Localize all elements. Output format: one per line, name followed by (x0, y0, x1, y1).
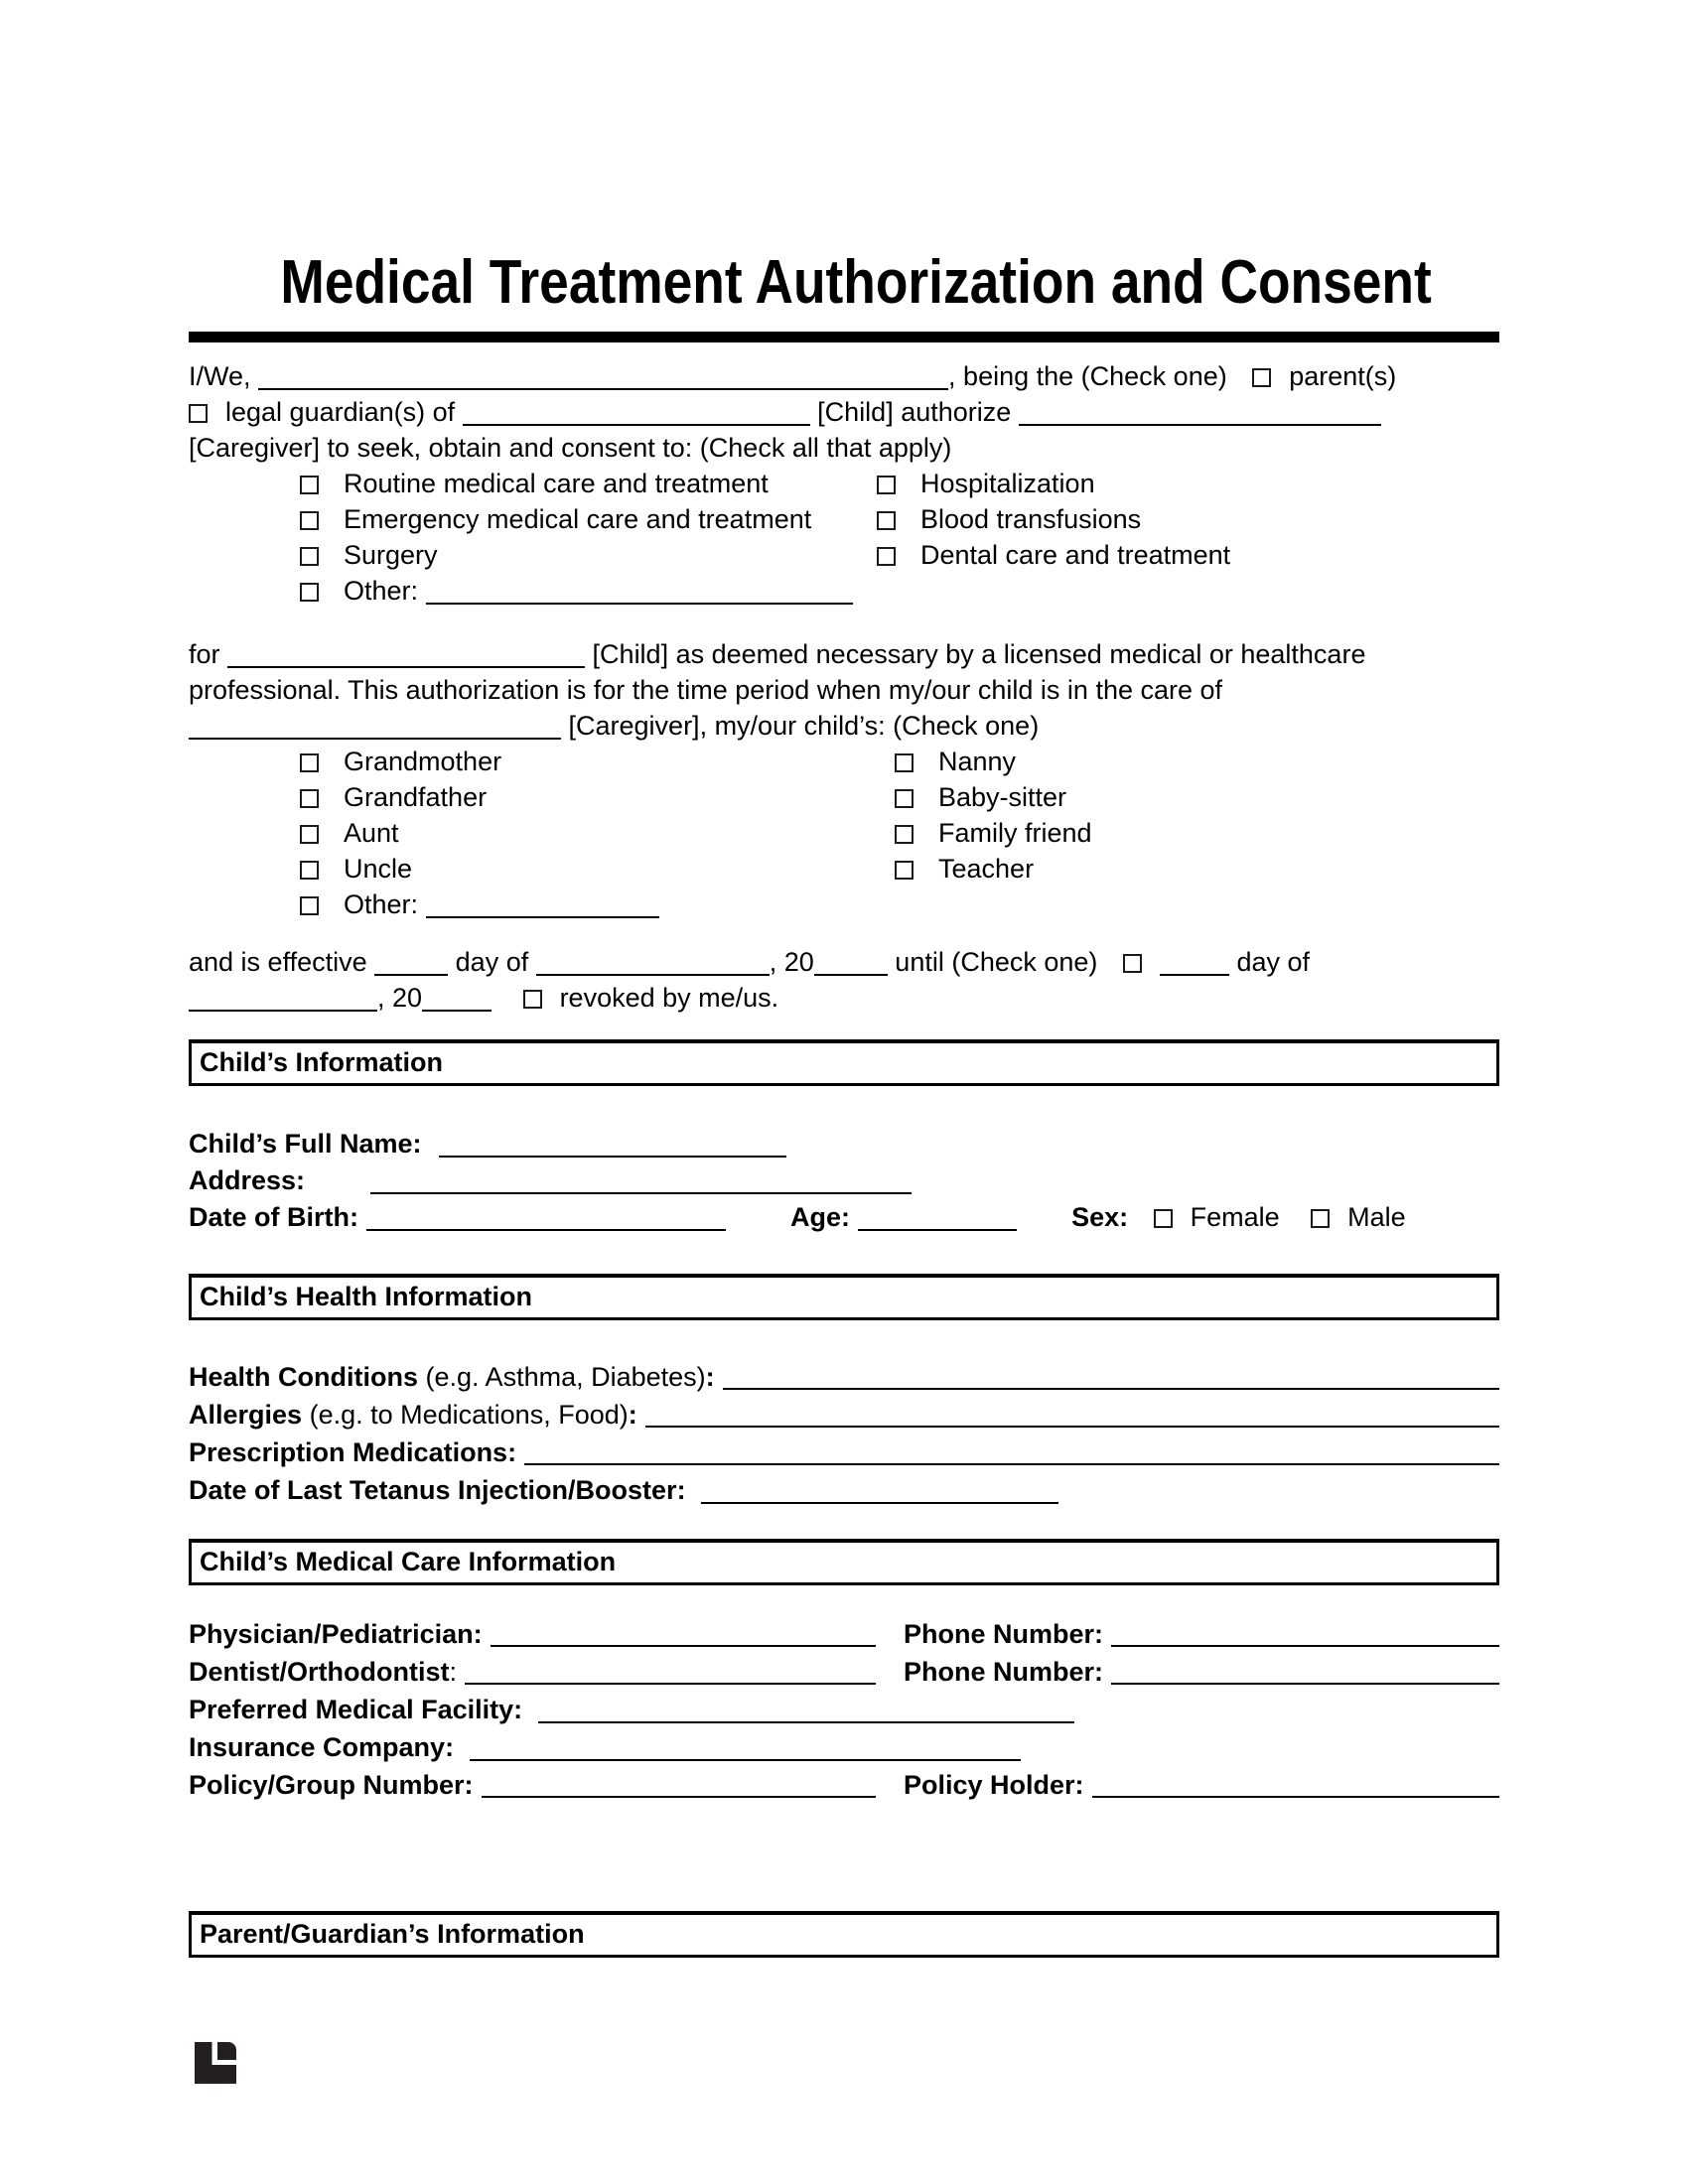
full-name-label: Child’s Full Name: (189, 1129, 422, 1159)
insurance-label: Insurance Company: (189, 1732, 455, 1762)
option-label: Hospitalization (920, 469, 1095, 498)
nanny-checkbox[interactable] (895, 753, 914, 772)
effective-paragraph (189, 944, 1499, 1016)
day-of-label: day of (455, 947, 529, 977)
caregiver-name-blank-line[interactable] (189, 714, 561, 740)
comma-20: , 20 (377, 983, 423, 1013)
section-header-child-info: Child’s Information (189, 1039, 1499, 1086)
policy-number-blank-line[interactable] (482, 1796, 876, 1798)
option-label: Baby-sitter (938, 782, 1067, 812)
consent-options-list (189, 466, 1499, 609)
until-check-label: until (Check one) (895, 947, 1098, 977)
list-row (189, 573, 1499, 609)
option-label: Teacher (938, 854, 1035, 884)
section-header-health-info: Child’s Health Information (189, 1274, 1499, 1320)
routine-care-checkbox[interactable] (300, 476, 319, 494)
medications-label: Prescription Medications: (189, 1437, 517, 1467)
other-caregiver-checkbox[interactable] (300, 896, 319, 915)
option-label: Aunt (344, 818, 399, 848)
tetanus-label: Date of Last Tetanus Injection/Booster: (189, 1475, 686, 1505)
day-blank-line[interactable] (374, 950, 448, 976)
until-date-checkbox[interactable] (1123, 954, 1142, 973)
legal-guardian-checkbox[interactable] (189, 404, 208, 423)
page-title: Medical Treatment Authorization and Consent (280, 248, 1432, 317)
age-blank-line[interactable] (858, 1205, 1017, 1231)
sex-label: Sex: (1071, 1202, 1129, 1232)
name-blank-line[interactable] (258, 364, 948, 390)
day-blank-line[interactable] (1160, 950, 1229, 976)
list-row (189, 501, 1499, 537)
insurance-blank-line[interactable] (470, 1735, 1021, 1761)
year-blank-line[interactable] (814, 950, 888, 976)
health-conditions-blank-line[interactable] (723, 1388, 1499, 1390)
address-label: Address: (189, 1165, 306, 1195)
option-label: Grandmother (344, 747, 502, 776)
list-row (189, 815, 1499, 851)
health-conditions-label: Health Conditions (e.g. Asthma, Diabetes): (189, 1362, 715, 1392)
child-name-blank-line[interactable] (463, 400, 810, 426)
facility-label: Preferred Medical Facility: (189, 1695, 523, 1724)
effective-lead: and is effective (189, 947, 367, 977)
dentist-label: Dentist/Orthodontist: (189, 1657, 457, 1687)
child-authorize-label: [Child] authorize (817, 397, 1012, 427)
option-label: Dental care and treatment (920, 540, 1231, 570)
parents-checkbox[interactable] (1252, 368, 1271, 387)
option-label: Other: (344, 889, 419, 919)
phone-number-label: Phone Number: (904, 1619, 1104, 1649)
option-label: Uncle (344, 854, 413, 884)
child-name-blank-line[interactable] (227, 642, 585, 668)
policy-holder-label: Policy Holder: (904, 1770, 1084, 1800)
intro-being: , being the (Check one) (948, 361, 1227, 391)
hospitalization-checkbox[interactable] (877, 476, 896, 494)
dob-label: Date of Birth: (189, 1202, 358, 1232)
option-label: Emergency medical care and treatment (344, 504, 812, 534)
revoked-label: revoked by me/us. (559, 983, 779, 1013)
section-header-parent-info: Parent/Guardian’s Information (189, 1911, 1499, 1958)
option-label: Other: (344, 576, 419, 606)
blood-transfusions-checkbox[interactable] (877, 511, 896, 530)
uncle-checkbox[interactable] (300, 861, 319, 880)
for-word: for (189, 639, 220, 669)
aunt-checkbox[interactable] (300, 825, 319, 844)
month-blank-line[interactable] (536, 950, 770, 976)
dentist-phone-blank-line[interactable] (1111, 1683, 1499, 1685)
intro-paragraph (189, 358, 1499, 466)
list-row (189, 887, 1499, 922)
legal-templates-logo-icon (195, 2042, 236, 2084)
dental-care-checkbox[interactable] (877, 547, 896, 566)
dob-blank-line[interactable] (366, 1205, 726, 1231)
physician-blank-line[interactable] (491, 1645, 876, 1647)
health-info-fields (189, 1358, 1499, 1509)
male-label: Male (1347, 1202, 1406, 1232)
intro-parent-label: parent(s) (1289, 361, 1397, 391)
female-checkbox[interactable] (1154, 1209, 1173, 1228)
family-friend-checkbox[interactable] (895, 825, 914, 844)
female-label: Female (1190, 1202, 1280, 1232)
month-blank-line[interactable] (189, 986, 377, 1012)
policy-number-label: Policy/Group Number: (189, 1770, 474, 1800)
authorization-line3: [Caregiver], my/our child’s: (Check one) (568, 711, 1040, 741)
revoked-checkbox[interactable] (523, 990, 542, 1009)
caregiver-name-blank-line[interactable] (1019, 400, 1381, 426)
physician-label: Physician/Pediatrician: (189, 1619, 483, 1649)
allergies-label: Allergies (e.g. to Medications, Food): (189, 1400, 637, 1430)
allergies-blank-line[interactable] (645, 1426, 1499, 1428)
authorization-line2: professional. This authorization is for the time period when my/our child is in the care of (189, 675, 1223, 705)
option-label: Family friend (938, 818, 1092, 848)
male-checkbox[interactable] (1311, 1209, 1330, 1228)
list-row (189, 851, 1499, 887)
facility-blank-line[interactable] (538, 1698, 1074, 1723)
option-label: Routine medical care and treatment (344, 469, 769, 498)
other-caregiver-blank-line[interactable] (426, 892, 659, 918)
policy-holder-blank-line[interactable] (1092, 1796, 1499, 1798)
list-row (189, 466, 1499, 501)
option-label: Grandfather (344, 782, 488, 812)
full-name-blank-line[interactable] (439, 1132, 786, 1158)
caregiver-options-list (189, 744, 1499, 922)
age-label: Age: (790, 1202, 851, 1232)
teacher-checkbox[interactable] (895, 861, 914, 880)
comma-20: , 20 (769, 947, 814, 977)
grandfather-checkbox[interactable] (300, 789, 319, 808)
day-of-label: day of (1236, 947, 1310, 977)
year-blank-line[interactable] (422, 986, 492, 1012)
emergency-care-checkbox[interactable] (300, 511, 319, 530)
intro-i-we: I/We, (189, 361, 251, 391)
tetanus-blank-line[interactable] (701, 1478, 1058, 1504)
list-row (189, 537, 1499, 573)
phone-number-label: Phone Number: (904, 1657, 1104, 1687)
medications-blank-line[interactable] (524, 1463, 1499, 1465)
address-blank-line[interactable] (370, 1168, 912, 1194)
child-info-fields (189, 1126, 1499, 1236)
grandmother-checkbox[interactable] (300, 753, 319, 772)
caregiver-seek-label: [Caregiver] to seek, obtain and consent to: (Check all that apply) (189, 433, 952, 463)
legal-guardian-label: legal guardian(s) of (225, 397, 456, 427)
other-treatment-checkbox[interactable] (300, 583, 319, 602)
option-label: Blood transfusions (920, 504, 1142, 534)
option-label: Surgery (344, 540, 438, 570)
baby-sitter-checkbox[interactable] (895, 789, 914, 808)
dentist-blank-line[interactable] (465, 1683, 876, 1685)
authorization-paragraph (189, 636, 1499, 744)
list-row (189, 779, 1499, 815)
surgery-checkbox[interactable] (300, 547, 319, 566)
other-treatment-blank-line[interactable] (426, 579, 853, 605)
option-label: Nanny (938, 747, 1017, 776)
authorization-line1: [Child] as deemed necessary by a licensed medical or healthcare (592, 639, 1366, 669)
medical-care-fields (189, 1615, 1499, 1804)
title-rule (189, 332, 1499, 342)
section-header-medical-care: Child’s Medical Care Information (189, 1539, 1499, 1585)
list-row (189, 744, 1499, 779)
physician-phone-blank-line[interactable] (1111, 1645, 1499, 1647)
